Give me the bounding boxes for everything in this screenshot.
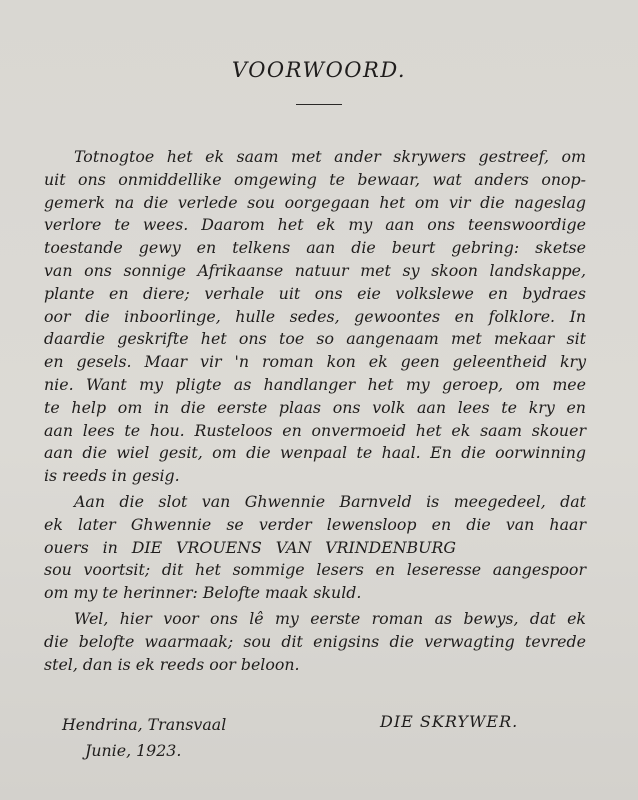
text-line: verlore te wees. Daarom het ek my aan ons teenswoordige: [44, 215, 586, 235]
text-line: daardie geskrifte het ons toe so aangenaam met mekaar sit: [44, 329, 586, 349]
signature-author: DIE SKRYWER.: [380, 712, 519, 731]
text-line: Totnogtoe het ek saam met ander skrywers gestreef, om: [74, 147, 586, 166]
text-line: Wel, hier voor ons lê my eerste roman as bewys, dat ek: [74, 608, 586, 628]
text-line: oor die inboorlinge, hulle sedes, gewoontes en folklore. In: [44, 306, 586, 326]
text-line: en gesels. Maar vir 'n roman kon ek geen geleentheid kry: [44, 352, 586, 372]
text-line: sou voortsit; dit het sommige lesers en leseresse aangespoor: [44, 560, 586, 580]
page-title: VOORWOORD.: [231, 58, 407, 82]
text-line: die belofte waarmaak; sou dit enigsins die verwagting tevrede: [44, 631, 586, 651]
text-line: aan lees te hou. Rusteloos en onvermoeid het ek saam skouer: [44, 420, 586, 440]
text-line: gemerk na die verlede sou oorgegaan het om vir die nageslag: [44, 192, 586, 212]
foreword-body: [44, 146, 586, 676]
signature-place: Hendrina, Transvaal: [62, 715, 227, 734]
paragraph: [44, 491, 586, 605]
text-line: stel, dan is ek reeds oor beloon.: [44, 654, 300, 674]
signature-place-date: [62, 712, 226, 764]
text-line: toestande gewy en telkens aan die beurt gebring: sketse: [44, 238, 586, 258]
text-line: aan die wiel gesit, om die wenpaal te haal. En die oorwinning: [44, 443, 586, 463]
text-line: uit ons onmiddellike omgewing te bewaar, wat anders onop-: [44, 169, 586, 189]
text-line: nie. Want my pligte as handlanger het my geroep, om mee: [44, 374, 586, 394]
signature-date: Junie, 1923.: [85, 741, 182, 760]
text-line: ek later Ghwennie se verder lewensloop en die van haar: [44, 514, 586, 534]
text-line: te help om in die eerste plaas ons volk aan lees te kry en: [44, 397, 586, 417]
title-divider: [296, 104, 342, 105]
text-line: van ons sonnige Afrikaanse natuur met sy skoon landskappe,: [44, 260, 586, 280]
text-line: Aan die slot van Ghwennie Barnveld is meegedeel, dat: [74, 491, 586, 511]
text-line: om my te herinner: Belofte maak skuld.: [44, 583, 362, 603]
text-line: ouers in DIE VROUENS VAN VRINDENBURG: [44, 537, 456, 557]
text-line: plante en diere; verhale uit ons eie volkslewe en bydraes: [44, 283, 586, 303]
paragraph: [44, 146, 586, 488]
text-line: is reeds in gesig.: [44, 466, 180, 486]
paragraph: [44, 608, 586, 676]
